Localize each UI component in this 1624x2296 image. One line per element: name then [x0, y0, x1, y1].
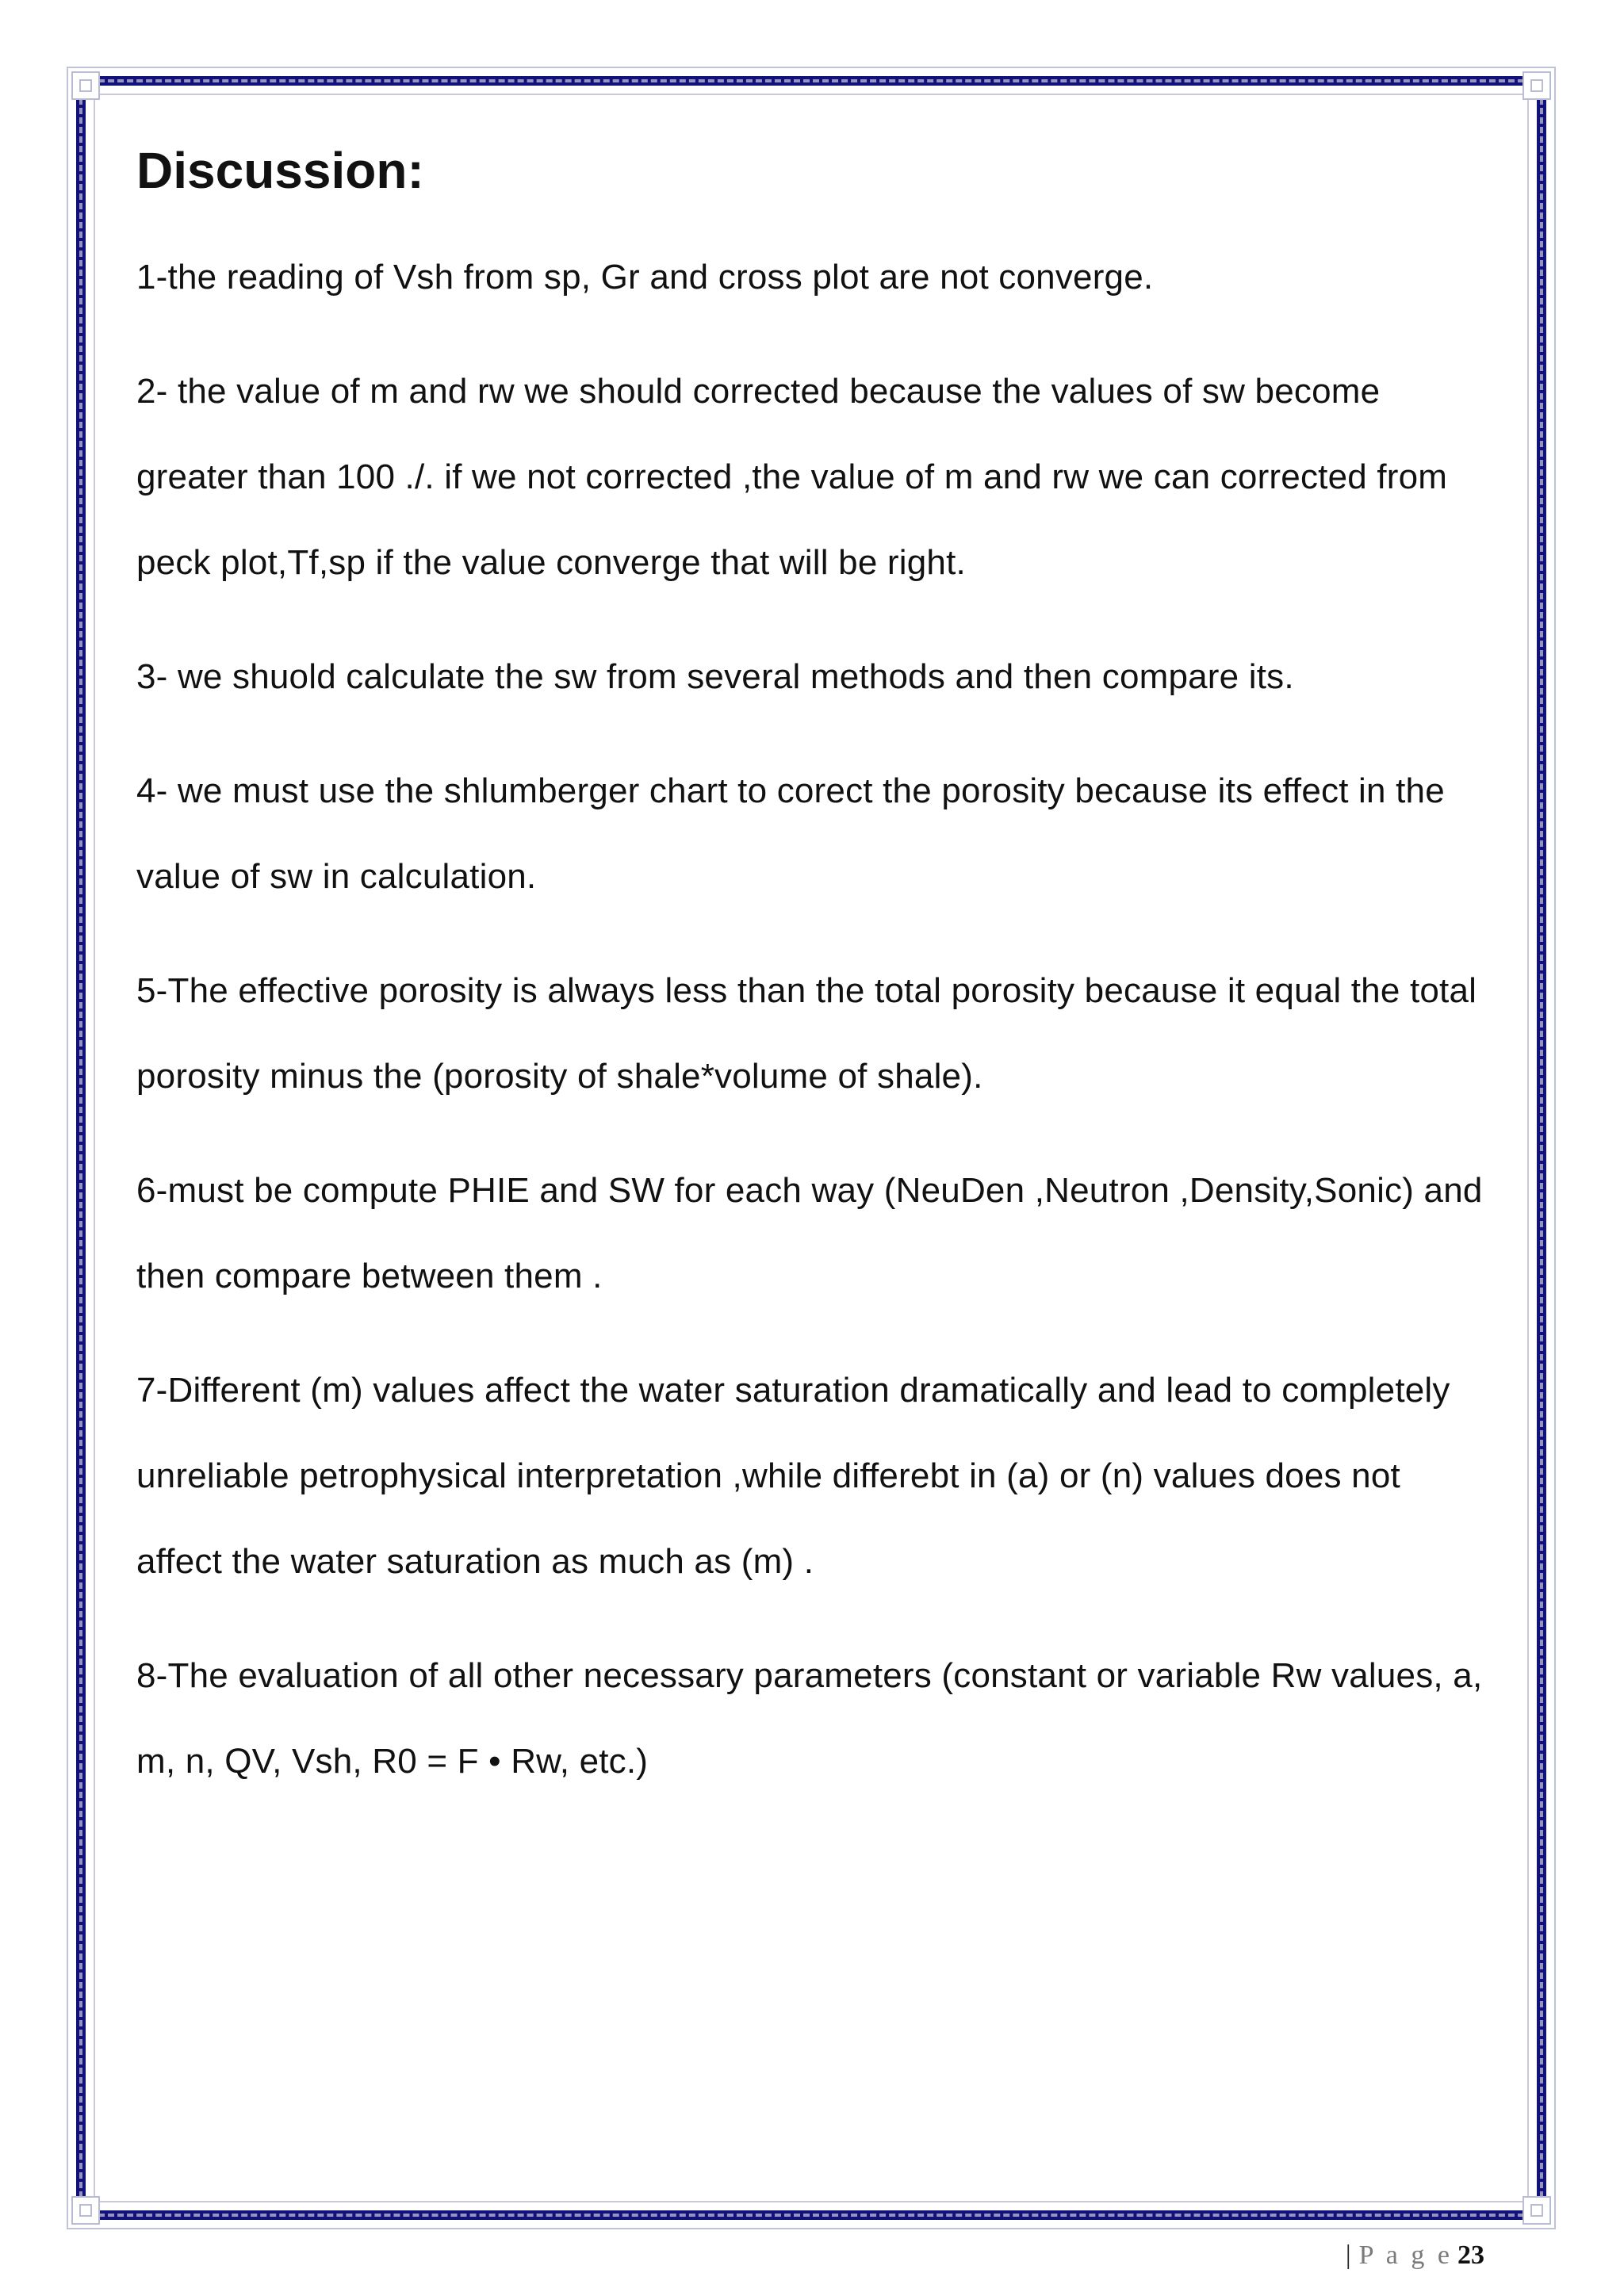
corner-ornament-bottom-left	[71, 2196, 100, 2225]
discussion-item-6: 6-must be compute PHIE and SW for each way (NeuDen ,Neutron ,Density,Sonic) and then compare between them .	[136, 1171, 1483, 1295]
document-body	[136, 135, 1484, 1833]
corner-ornament-top-right	[1522, 71, 1551, 100]
discussion-item-7: 7-Different (m) values affect the water saturation dramatically and lead to completely unreliable petrophysical interpretation ,while differebt in (a) or (n) values does not affect the water saturation as much as (m) .	[136, 1371, 1450, 1581]
discussion-item-2: 2- the value of m and rw we should corrected because the values of sw become greater than 100 ./. if we not corrected ,the value of m and rw we can corrected from peck plot,Tf,sp if the value converge that will be right.	[136, 372, 1448, 582]
discussion-item-3: 3- we shuold calculate the sw from several methods and then compare its.	[136, 657, 1294, 696]
corner-ornament-top-left	[71, 71, 100, 100]
page-number: 23	[1457, 2241, 1484, 2270]
corner-ornament-bottom-right	[1522, 2196, 1551, 2225]
page-label: P a g e	[1358, 2241, 1453, 2270]
discussion-item-8: 8-The evaluation of all other necessary parameters (constant or variable Rw values, a, m, n, QV, Vsh, R0 = F • Rw, etc.)	[136, 1656, 1483, 1781]
discussion-item-1: 1-the reading of Vsh from sp, Gr and cross plot are not converge.	[136, 258, 1154, 297]
page-footer	[1346, 2241, 1484, 2271]
footer-separator: |	[1345, 2241, 1354, 2270]
discussion-item-4: 4- we must use the shlumberger chart to corect the porosity because its effect in the value of sw in calculation.	[136, 771, 1445, 896]
discussion-item-5: 5-The effective porosity is always less than the total porosity because it equal the total porosity minus the (porosity of shale*volume of shale).	[136, 971, 1477, 1096]
page-title: Discussion:	[136, 142, 424, 199]
